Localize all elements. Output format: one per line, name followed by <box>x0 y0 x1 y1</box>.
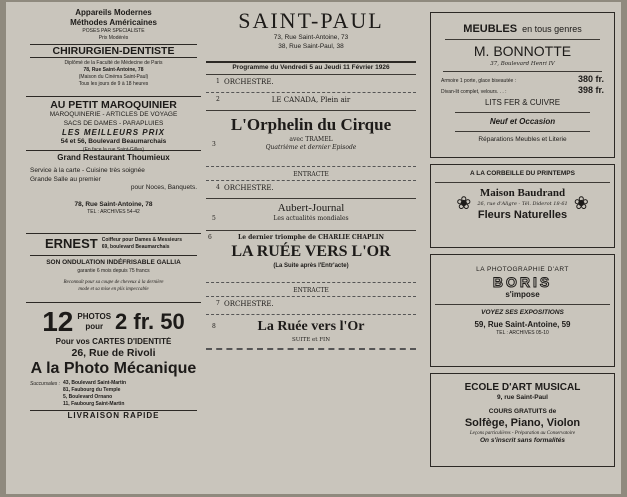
baudrand-address: 26, rue d'Aligre - Tél. Diderot 18-61 <box>477 200 568 207</box>
program-item-8: 8 La Ruée vers l'Or SUITE et FIN <box>206 315 416 348</box>
photo-art: LA PHOTOGRAPHIE D'ART <box>476 266 569 273</box>
photos-pour: pour <box>85 322 104 331</box>
restaurant-tel: TÉL : ARCHIVES 54-42 <box>87 209 140 215</box>
dentist-address: 78, Rue Saint-Antoine, 78 <box>83 67 144 73</box>
cinema-address-1: 73, Rue Saint-Antoine, 73 <box>273 34 349 41</box>
dentist-title: CHIRURGIEN-DENTISTE <box>30 44 197 58</box>
ruee-suite: (La Suite après l'Entr'acte) <box>273 263 349 269</box>
entracte-1 <box>206 167 416 180</box>
ruee-title: LA RUÉE VERS L'OR <box>231 243 391 260</box>
program-item-2: 2 LE CANADA, Plein air <box>206 93 416 110</box>
entracte-2-text: ENTRACTE <box>293 287 329 294</box>
photos-succursales: Succursales : <box>30 381 61 387</box>
photos-succ-1: 43, Boulevard Saint-Martin <box>63 380 127 386</box>
dentist-ad <box>26 6 201 97</box>
maroquinier-line-1: MAROQUINERIE - ARTICLES DE VOYAGE <box>49 111 178 118</box>
photos-count: 12 <box>42 306 74 337</box>
program-item-5: 5 Aubert-Journal Les actualités mondiales <box>206 199 416 230</box>
photos-title: A la Photo Mécanique <box>30 360 197 377</box>
item-7-text: ORCHESTRE. <box>224 300 274 308</box>
program-item-3: 3 L'Orphelin du Cirque avec TRAMEL Quatrième et dernier Épisode <box>206 111 416 166</box>
boris-voyez: VOYEZ SES EXPOSITIONS <box>481 308 564 316</box>
coiffeur-line-1: Coiffeur pour Dames & Messieurs <box>101 236 183 243</box>
flower-icon-right: ❀ <box>573 193 589 214</box>
program-item-7: 7 ORCHESTRE. <box>216 300 274 308</box>
dentist-line-4: Prix Modérés <box>98 35 129 41</box>
ecole-address: 9, rue Saint-Paul <box>497 394 548 401</box>
boris-impose: s'impose <box>505 289 540 299</box>
photos-address: 26, Rue de Rivoli <box>71 347 156 359</box>
meubles-ad <box>430 12 615 158</box>
maroquinier-ad <box>26 97 201 151</box>
armoire-price: 380 fr. <box>577 74 604 84</box>
program-column <box>206 6 416 350</box>
photos-succ-4: 11, Faubourg Saint-Martin <box>63 401 125 407</box>
restaurant-line-2: Grande Salle au premier <box>30 175 101 183</box>
coiffeur-ad <box>26 234 201 303</box>
meubles-header <box>435 17 610 36</box>
restaurant-title: Grand Restaurant Thoumieux <box>57 153 170 162</box>
programme-dates: Programme du Vendredi 5 au Jeudi 11 Février 1926 <box>232 64 390 71</box>
coiffeur-line-2: 69, boulevard Beaumarchais <box>101 243 170 250</box>
chaplin-line: Le dernier triomphe de CHARLIE CHAPLIN <box>237 234 385 241</box>
boris-name: BORIS <box>492 274 553 290</box>
ecole-title: ECOLE D'ART MUSICAL <box>464 382 581 393</box>
coiffeur-name: ERNEST <box>44 236 98 251</box>
maroquinier-address: 54 et 56, Boulevard Beaumarchais <box>60 138 167 145</box>
coiffeur-ondulation: SON ONDULATION INDÉFRISABLE GALLIA <box>30 255 197 268</box>
item-5-sub: Les actualités mondiales <box>273 215 349 222</box>
feature-title: L'Orphelin du Cirque <box>230 115 392 134</box>
ecole-ad <box>430 373 615 467</box>
left-ads-column <box>26 6 201 421</box>
dentist-line-3: POSES PAR SPÉCIALISTE <box>82 28 145 34</box>
program-item-4: 4 ORCHESTRE. <box>216 184 274 192</box>
photos-succ-2: 81, Faubourg du Temple <box>63 387 121 393</box>
dentist-line-5: Diplômé de la Faculté de Médecine de Paris <box>64 60 163 66</box>
entracte-1-text: ENTRACTE <box>293 171 329 178</box>
program-sheet <box>6 2 621 494</box>
photos-price: 2 fr. 50 <box>115 309 185 334</box>
fleurs-naturelles: Fleurs Naturelles <box>477 208 568 221</box>
neuf-occasion: Neuf et Occasion <box>489 117 556 126</box>
dentist-line-1: Appareils Modernes <box>75 8 152 17</box>
item-1-text: ORCHESTRE. <box>224 78 274 86</box>
meubles-head: MEUBLES <box>463 23 518 35</box>
item-3-actor: avec TRAMEL <box>289 136 333 143</box>
item-4-text: ORCHESTRE. <box>224 184 274 192</box>
reparations: Réparations Meubles et Literie <box>478 136 567 143</box>
cinema-title: SAINT-PAUL <box>238 8 384 33</box>
program-item-1: 1 ORCHESTRE. <box>216 78 274 86</box>
maroquinier-line-2: SACS DE DAMES - PARAPLUIES <box>63 119 164 127</box>
armoire-label: Armoire 1 porte, glace biseautée : <box>441 78 517 84</box>
divan-label: Divan-lit complet, velours. . . : <box>441 89 507 95</box>
restaurant-address: 78, Rue Saint-Antoine, 78 <box>74 200 153 208</box>
bonnotte-name: M. BONNOTTE <box>473 43 572 59</box>
divan-price: 398 fr. <box>577 85 604 95</box>
photos-succ-3: 5, Boulevard Ornano <box>63 394 113 400</box>
coiffeur-line-5: Reconnaît pour sa coupe de cheveux à la dernière <box>63 279 164 285</box>
dentist-line-7: (Maison du Cinéma Saint-Paul) <box>78 74 149 80</box>
ecole-cours: COURS GRATUITS de <box>488 407 557 415</box>
maison-baudrand: Maison Baudrand <box>479 186 566 199</box>
restaurant-line-1: Service à la carte - Cuisine très soignée <box>30 167 145 174</box>
coiffeur-line-6: mode et sa mise en plis impeccable <box>78 286 149 292</box>
suite-fin: SUITE et FIN <box>291 337 331 343</box>
restaurant-ad <box>26 151 201 234</box>
restaurant-line-3: pour Noces, Banquets. <box>130 184 197 191</box>
meubles-head-2: en tous genres <box>522 24 582 34</box>
maroquinier-prix: LES MEILLEURS PRIX <box>62 128 165 137</box>
corbeille-ad <box>430 164 615 248</box>
boris-tel: TÉL : ARCHIVES 05-10 <box>496 330 549 336</box>
ecole-solfege: Solfège, Piano, Violon <box>464 417 581 429</box>
ruee-final: La Ruée vers l'Or <box>257 319 365 334</box>
program-item-6: 6 Le dernier triomphe de CHARLIE CHAPLIN LA RUÉE VERS L'OR (La Suite après l'Entr'acte) <box>206 231 416 282</box>
photos-footer: LIVRAISON RAPIDE <box>30 410 197 421</box>
right-ads-column <box>430 12 615 467</box>
boris-ad <box>430 254 615 367</box>
ecole-inscription: On s'inscrit sans formalités <box>480 437 565 444</box>
bonnotte-address: 37, Boulevard Henri IV <box>490 61 555 67</box>
ecole-lecons: Leçons particulières - Préparation au Conservatoire <box>469 431 576 436</box>
dentist-hours: Tous les jours de 9 à 18 heures <box>78 81 149 87</box>
dentist-line-2: Méthodes Américaines <box>70 18 157 27</box>
maroquinier-line-4: (En face la rue Saint-Gilles) <box>82 146 145 153</box>
entracte-2 <box>206 283 416 296</box>
boris-address: 59, Rue Saint-Antoine, 59 <box>474 320 571 329</box>
aubert-journal: Aubert-Journal <box>277 202 345 214</box>
coiffeur-line-4: garantie 6 mois depuis 75 francs <box>77 267 150 274</box>
flower-icon-left: ❀ <box>456 193 472 214</box>
item-2-text: LE CANADA, Plein air <box>271 96 351 104</box>
item-3-episode: Quatrième et dernier Épisode <box>265 144 357 151</box>
photos-line-1: Pour vos CARTES D'IDENTITÉ <box>55 337 172 346</box>
photo-mecanique-ad <box>26 303 201 421</box>
corbeille-head: A LA CORBEILLE DU PRINTEMPS <box>470 170 575 177</box>
cinema-address-2: 38, Rue Saint-Paul, 38 <box>278 42 344 50</box>
photos-label: PHOTOS <box>77 312 112 321</box>
lits-fer: LITS FER & CUIVRE <box>484 98 561 107</box>
maroquinier-title: AU PETIT MAROQUINIER <box>50 99 177 111</box>
